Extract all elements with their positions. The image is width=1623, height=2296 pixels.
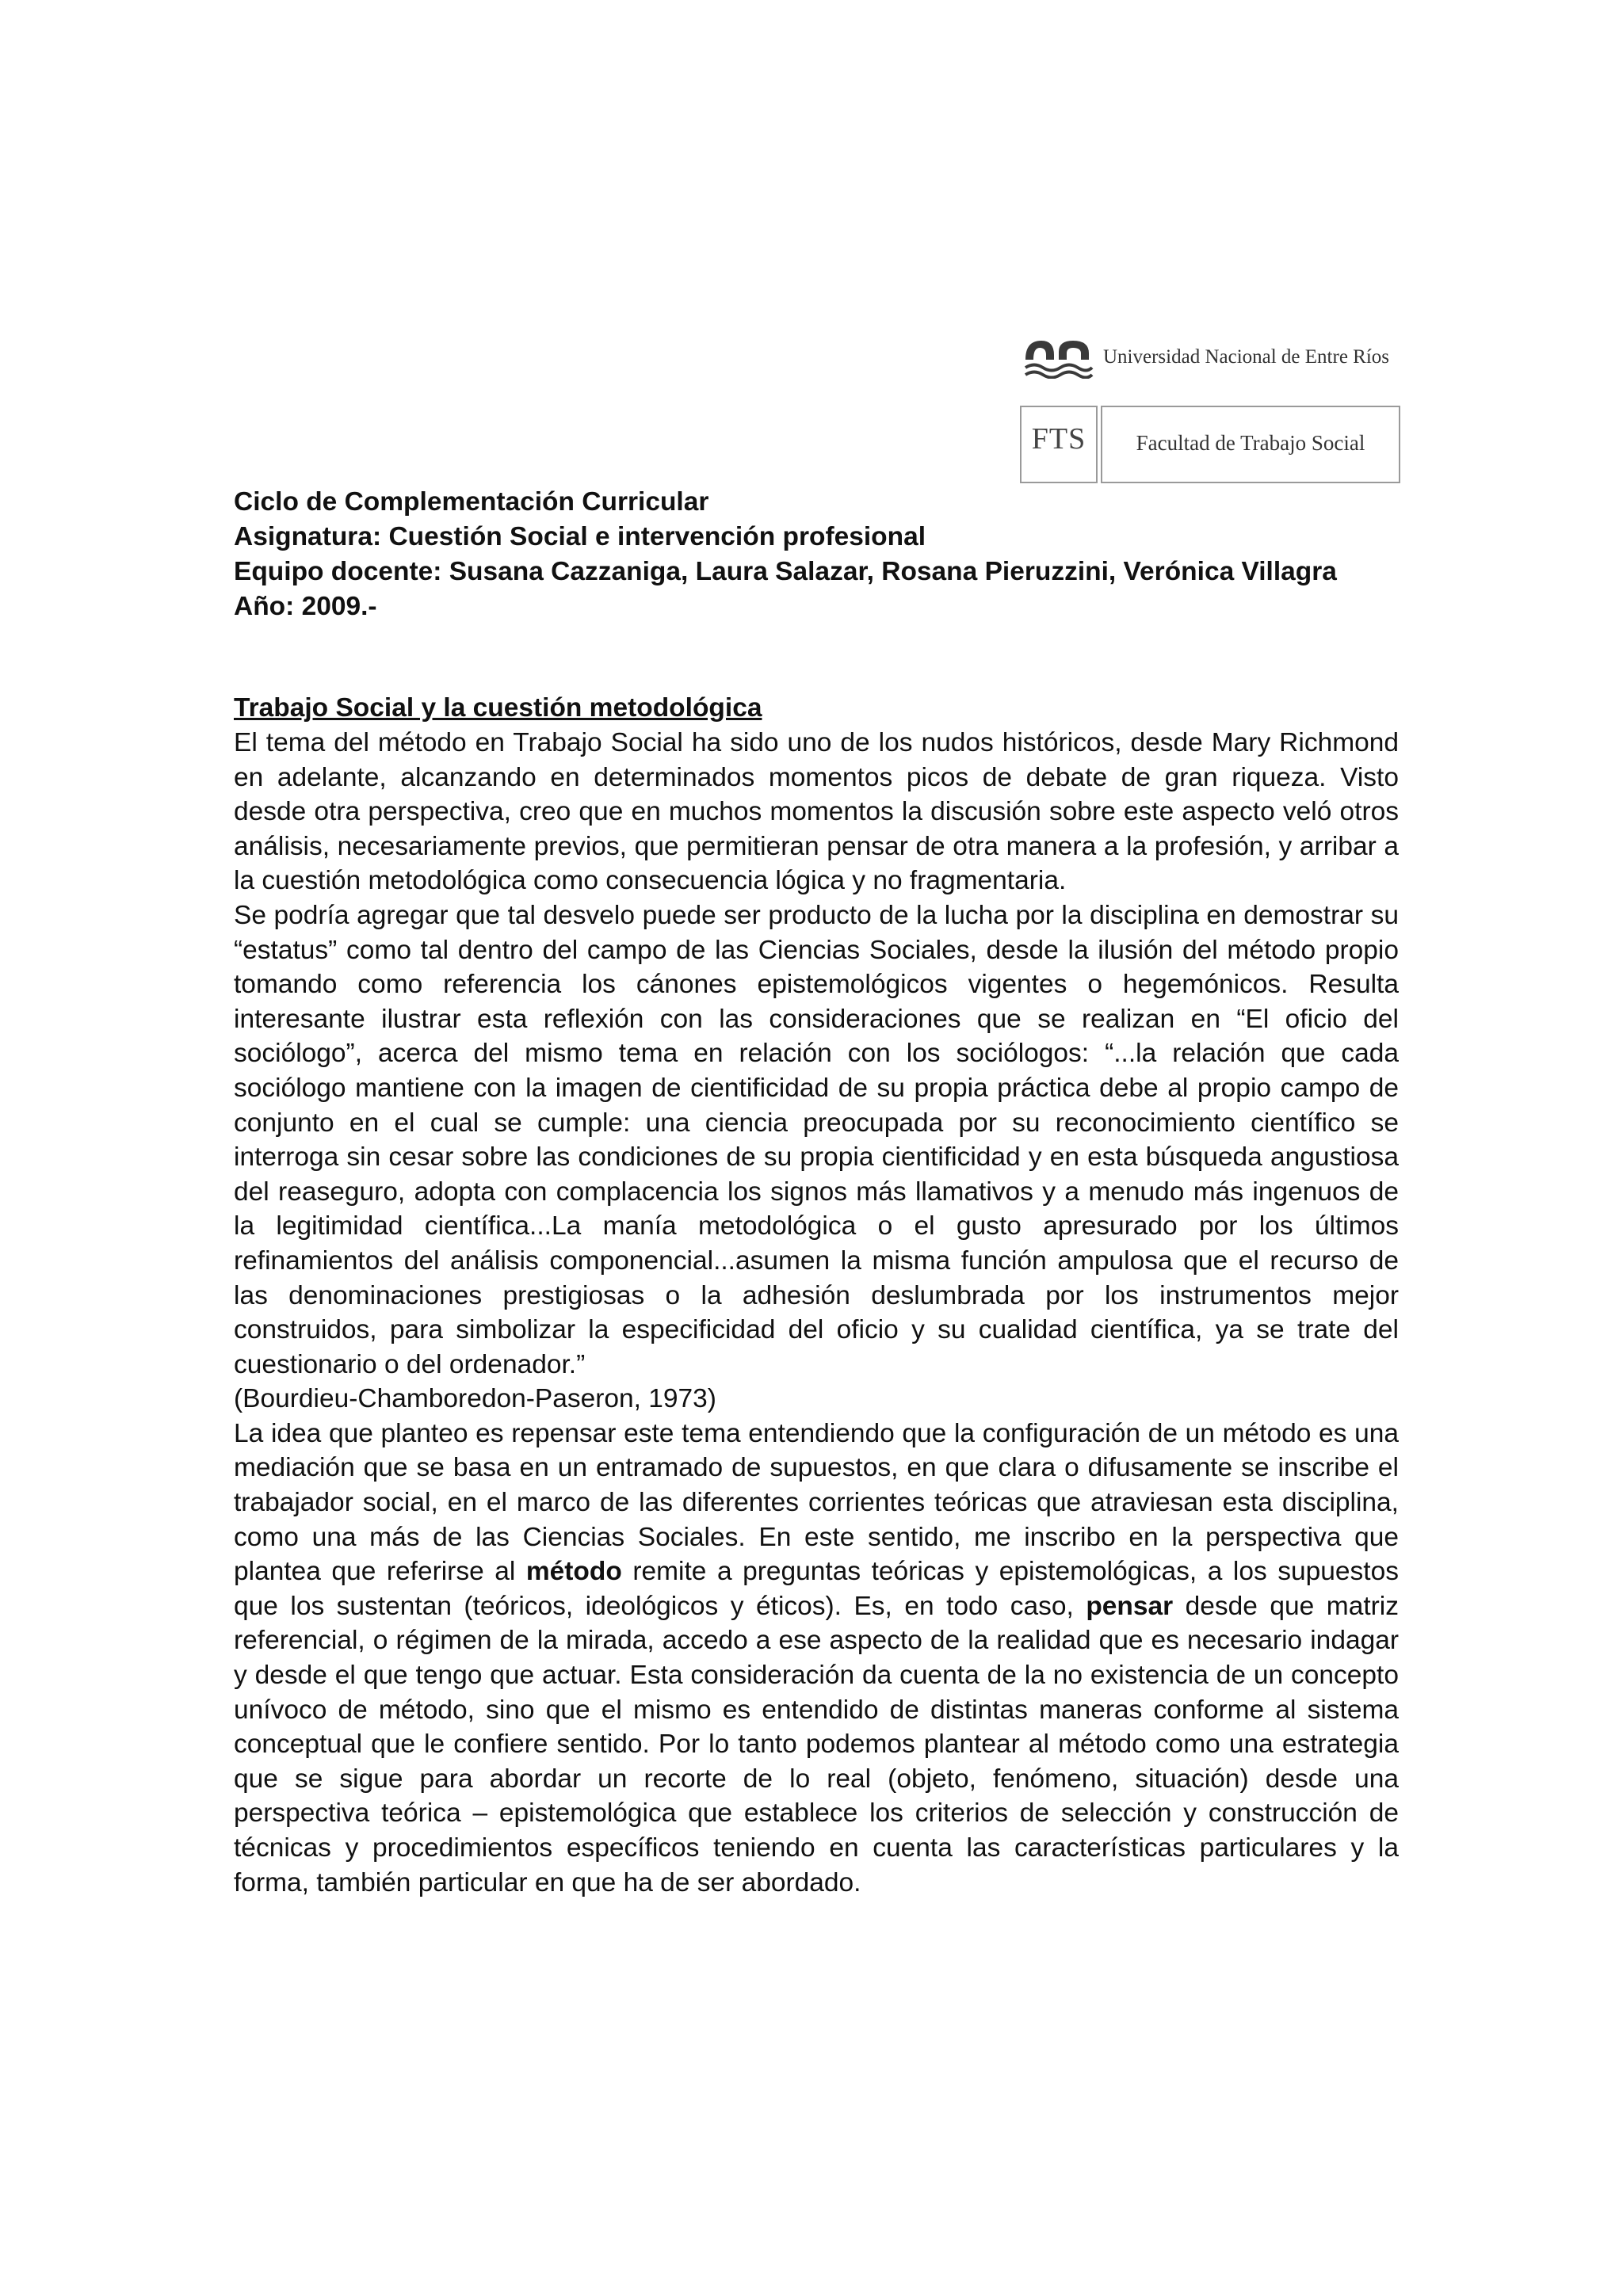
- paragraph-3-text-c: desde que matriz referencial, o régimen de la mirada, accedo a ese aspecto de la realidad que es necesario indagar y desde el que tengo que actuar. Esta consideración da cuenta de la no existencia de un concepto unívoco de método, sino que el mismo es entendido de distintas maneras conforme al sistema conceptual que le confiere sentido. Por lo tanto podemos plantear al método como una estrategia que se sigue para abordar un recorte de lo real (objeto, fenómeno, situación) desde una perspectiva teórica – epistemológica que establece los criterios de selección y construcción de técnicas y procedimientos específicos teniendo en cuenta las características particulares y la forma, también particular en que ha de ser abordado.: [234, 1591, 1399, 1897]
- university-logo: [1022, 336, 1403, 379]
- program-line: Ciclo de Complementación Curricular: [234, 487, 709, 517]
- subject-line: Asignatura: Cuestión Social e intervención profesional: [234, 522, 926, 551]
- faculty-abbreviation: FTS: [1020, 406, 1098, 483]
- una-emblem-icon: [1022, 336, 1094, 379]
- university-name: Universidad Nacional de Entre Ríos: [1103, 346, 1390, 368]
- bold-metodo: método: [525, 1557, 622, 1587]
- paragraph-2-citation: (Bourdieu-Chamboredon-Paseron, 1973): [234, 1384, 716, 1414]
- paragraph-3: [234, 1417, 1399, 1900]
- paragraph-3-text-a: La idea que planteo es repensar este tema entendiendo que la configuración de un método es una mediación que se basa en un entramado de supuestos, en que clara o difusamente se inscribe el trabajador social, en el marco de las diferentes corrientes teóricas que atraviesan esta disciplina, como una más de las Ciencias Sociales. En este sentido, me inscribo en la perspectiva que plantea que referirse al: [234, 1418, 1399, 1587]
- bold-pensar: pensar: [1086, 1591, 1174, 1621]
- document-body: [234, 691, 1399, 1900]
- year-line: Año: 2009.-: [234, 592, 377, 621]
- section-title: Trabajo Social y la cuestión metodológica: [234, 693, 762, 723]
- paragraph-1: El tema del método en Trabajo Social ha sido uno de los nudos históricos, desde Mary Richmond en adelante, alcanzando en determinados momentos picos de debate de gran riqueza. Visto desde otra perspectiva, creo que en muchos momentos la discusión sobre este aspecto veló otros análisis, necesariamente previos, que permitieran pensar de otra manera a la profesión, y arribar a la cuestión metodológica como consecuencia lógica y no fragmentaria.: [234, 728, 1399, 896]
- faculty-name: Facultad de Trabajo Social: [1101, 406, 1400, 483]
- paragraph-3-text-b: remite a preguntas teóricas y epistemológicas, a los supuestos que los sustentan (teóricos, ideológicos y éticos). Es, en todo caso,: [234, 1557, 1399, 1621]
- paragraph-2: [234, 898, 1399, 1417]
- document-header: [234, 485, 1399, 624]
- teaching-team-line: Equipo docente: Susana Cazzaniga, Laura Salazar, Rosana Pieruzzini, Verónica Villagra: [234, 557, 1337, 586]
- faculty-logo: [1020, 406, 1400, 485]
- paragraph-2-text: Se podría agregar que tal desvelo puede ser producto de la lucha por la disciplina en demostrar su “estatus” como tal dentro del campo de las Ciencias Sociales, desde la ilusión del método propio tomando como referencia los cánones epistemológicos vigentes o hegemónicos. Resulta interesante ilustrar esta reflexión con las consideraciones que se realizan en “El oficio del sociólogo”, acerca del mismo tema en relación con los sociólogos: “...la relación que cada sociólogo mantiene con la imagen de cientificidad de su propia práctica debe al propio campo de conjunto en el cual se cumple: una ciencia preocupada por su reconocimiento científico se interroga sin cesar sobre las condiciones de su propia cientificidad y en esta búsqueda angustiosa del reaseguro, adopta con complacencia los signos más llamativos y a menudo más ingenuos de la legitimidad científica...La manía metodológica o el gusto apresurado por los últimos refinamientos del análisis componencial...asumen la misma función ampulosa que el recurso de las denominaciones prestigiosas o la adhesión deslumbrada por los instrumentos mejor construidos, para simbolizar la especificidad del oficio y su cualidad científica, ya se trate del cuestionario o del ordenador.”: [234, 900, 1399, 1379]
